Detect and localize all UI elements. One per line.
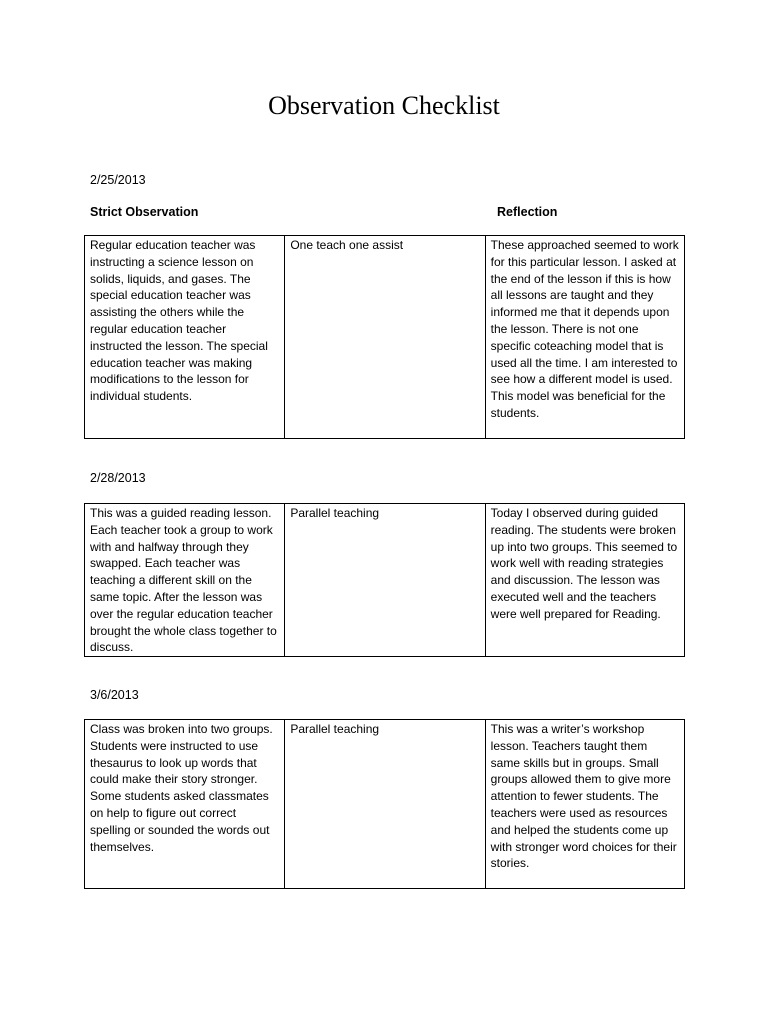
entry-date: 2/28/2013 — [90, 471, 146, 485]
coteaching-model-cell: Parallel teaching — [285, 720, 485, 889]
entry-date: 2/25/2013 — [90, 173, 146, 187]
coteaching-model-cell: Parallel teaching — [285, 504, 485, 657]
table-row — [85, 720, 685, 889]
reflection-header: Reflection — [497, 205, 558, 219]
table-row — [85, 504, 685, 657]
reflection-cell: Today I observed during guided reading. The students were broken up into two groups. This seemed to work well with reading strategies and discussion. The lesson was executed well and the teachers were well prepared for Reading. — [485, 504, 684, 657]
observation-table — [84, 235, 685, 439]
reflection-cell: This was a writer’s workshop lesson. Teachers taught them same skills but in groups. Small groups allowed them to give more attention to fewer students. The teachers were used as resources and helped the students come up with stronger word choices for their stories. — [485, 720, 684, 889]
reflection-cell: These approached seemed to work for this particular lesson. I asked at the end of the lesson if this is how all lessons are taught and they informed me that it depends upon the lesson. There is not one specific coteaching model that is used all the time. I am interested to see how a different model is used. This model was beneficial for the students. — [485, 236, 684, 439]
observation-cell: Class was broken into two groups. Students were instructed to use thesaurus to look up words that could make their story stronger. Some students asked classmates on help to figure out correct spelling or sounded the words out themselves. — [85, 720, 285, 889]
observation-cell: This was a guided reading lesson. Each teacher took a group to work with and halfway through they swapped. Each teacher was teaching a different skill on the same topic. After the lesson was over the regular education teacher brought the whole class together to discuss. — [85, 504, 285, 657]
entry-date: 3/6/2013 — [90, 688, 139, 702]
coteaching-model-cell: One teach one assist — [285, 236, 485, 439]
observation-table — [84, 503, 685, 657]
page-title: Observation Checklist — [268, 91, 500, 120]
observation-cell: Regular education teacher was instructing a science lesson on solids, liquids, and gases. The special education teacher was assisting the others while the regular education teacher instructed the lesson. The special education teacher was making modifications to the lesson for individual students. — [85, 236, 285, 439]
strict-observation-header: Strict Observation — [90, 205, 199, 219]
table-row — [85, 236, 685, 439]
observation-table — [84, 719, 685, 889]
